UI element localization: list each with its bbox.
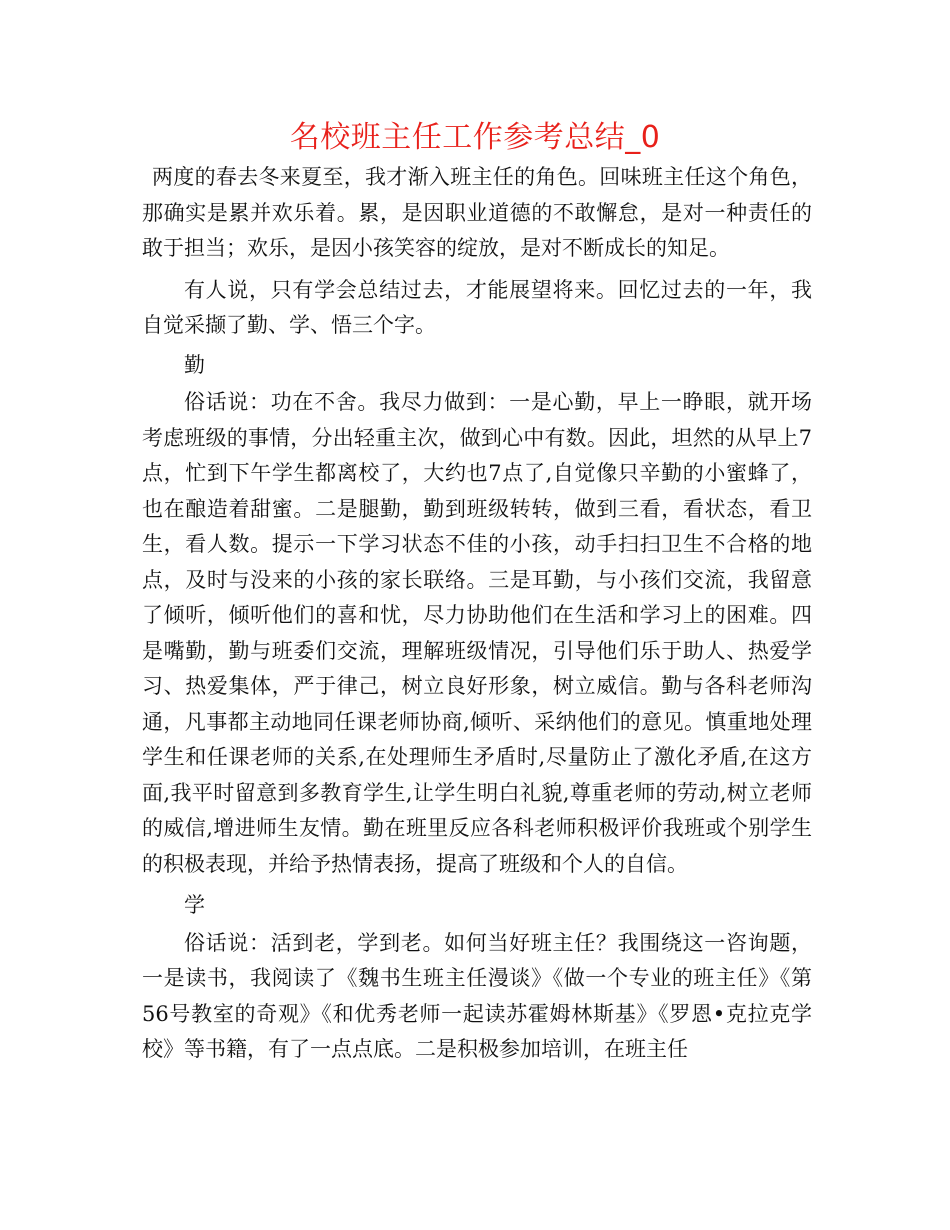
paragraph-xue: 俗话说：活到老，学到老。如何当好班主任？我围绕这一咨询题，一是读书，我阅读了《魏书生班主任漫谈》《做一个专业的班主任》《第56号教室的奇观》《和优秀老师一起读苏霍姆林斯基》《罗恩•克拉克学校》等书籍，有了一点点底。二是积极参加培训，在班主任	[142, 930, 812, 1061]
paragraph-summary: 有人说，只有学会总结过去，才能展望将来。回忆过去的一年，我自觉采撷了勤、学、悟三个字。	[142, 277, 812, 337]
paragraph-qin: 俗话说：功在不舍。我尽力做到：一是心勤，早上一睁眼，就开场考虑班级的事情，分出轻重主次，做到心中有数。因此，坦然的从早上7点，忙到下午学生都离校了，大约也7点了,自觉像只辛勤的小蜜蜂了，也在酿造着甜蜜。二是腿勤，勤到班级转转，做到三看，看状态，看卫生，看人数。提示一下学习状态不佳的小孩，动手扫扫卫生不合格的地点，及时与没来的小孩的家长联络。三是耳勤，与小孩们交流，我留意了倾听，倾听他们的喜和忧，尽力协助他们在生活和学习上的困难。四是嘴勤，勤与班委们交流，理解班级情况，引导他们乐于助人、热爱学习、热爱集体，严于律己，树立良好形象，树立威信。勤与各科老师沟通，凡事都主动地同任课老师协商,倾听、采纳他们的意见。慎重地处理学生和任课老师的关系,在处理师生矛盾时,尽量防止了激化矛盾,在这方面,我平时留意到多教育学生,让学生明白礼貌,尊重老师的劳动,树立老师的威信,增进师生友情。勤在班里反应各科老师积极评价我班或个别学生的积极表现，并给予热情表扬，提高了班级和个人的自信。	[142, 390, 812, 876]
section-heading-xue: 学	[184, 893, 205, 917]
section-heading-qin: 勤	[184, 352, 205, 377]
paragraph-intro: 两度的春去冬来夏至，我才渐入班主任的角色。回味班主任这个角色，那确实是累并欢乐着。累，是因职业道德的不敢懈怠，是对一种责任的敢于担当；欢乐，是因小孩笑容的绽放，是对不断成长的知足。	[142, 165, 812, 260]
document-body	[142, 160, 812, 1068]
document-title: 名校班主任工作参考总结_0	[289, 120, 661, 155]
